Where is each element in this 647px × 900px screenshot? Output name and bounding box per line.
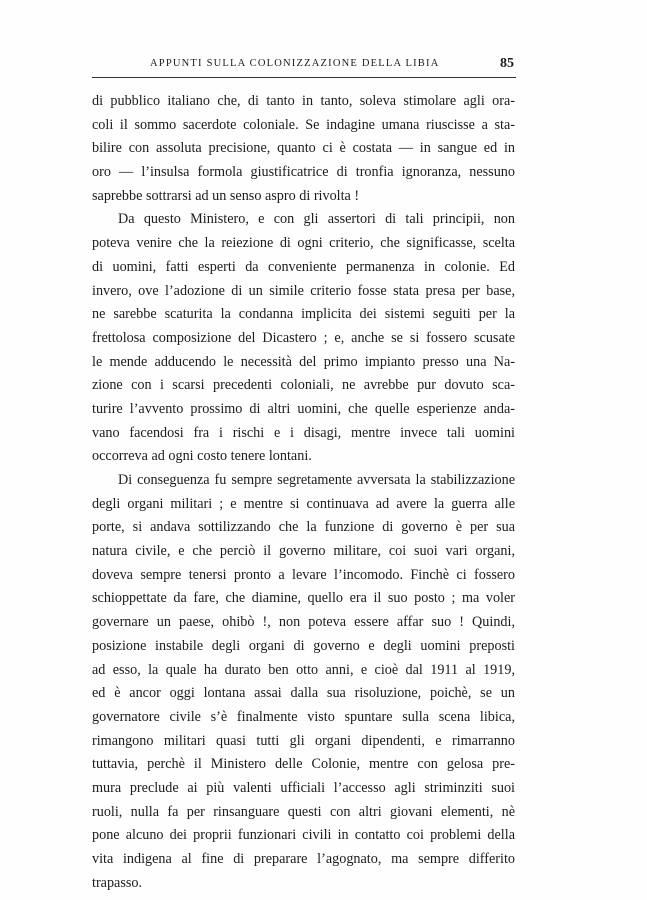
- text-line: oro — l’insulsa formola giustificatrice di tronfia ignoranza, nessuno: [92, 164, 515, 181]
- text-line: governatore civile s’è finalmente visto spuntare sulla scena libica,: [92, 708, 515, 725]
- paragraph: [92, 469, 515, 895]
- text-line: turire l’avvento prossimo di altri uomini, che quelle esperienze anda-: [92, 400, 515, 417]
- text-line: vano facendosi fra i rischi e i disagi, mentre invece tali uomini: [92, 424, 515, 441]
- paragraph: [92, 90, 515, 208]
- text-line: posizione instabile degli organi di governo e degli uomini preposti: [92, 637, 515, 654]
- text-line: ed è ancor oggi lontana assai dalla sua risoluzione, poichè, se un: [92, 685, 515, 702]
- text-line: governare un paese, ohibò !, non poteva essere affar suo ! Quindi,: [92, 614, 515, 631]
- text-line: coli il sommo sacerdote coloniale. Se indagine umana riuscisse a sta-: [92, 116, 515, 133]
- text-line: zione con i scarsi precedenti coloniali, ne avrebbe pur dovuto sca-: [92, 377, 515, 394]
- running-title: APPUNTI SULLA COLONIZZAZIONE DELLA LIBIA: [150, 58, 440, 69]
- text-line: natura civile, e che perciò il governo militare, coi suoi vari organi,: [92, 543, 515, 560]
- text-line: doveva sempre tenersi pronto a levare l’incomodo. Finchè ci fossero: [92, 566, 515, 583]
- text-line: poteva venire che la reiezione di ogni criterio, che significasse, scelta: [92, 235, 515, 252]
- text-line: invero, ove l’adozione di un simile criterio fosse stata presa per base,: [92, 282, 515, 299]
- text-line: di pubblico italiano che, di tanto in tanto, soleva stimolare agli ora-: [92, 93, 515, 109]
- text-line: Da questo Ministero, e con gli assertori di tali principii, non: [118, 211, 515, 228]
- text-line: degli organi militari ; e mentre si continuava ad avere la guerra alle: [92, 495, 515, 512]
- text-line: pone alcuno dei proprii funzionari civili in contatto coi problemi della: [92, 827, 515, 844]
- text-line: rimangono militari quasi tutti gli organi dipendenti, e rimarranno: [92, 732, 515, 749]
- text-line: tuttavia, perchè il Ministero delle Colonie, mentre con gelosa pre-: [92, 756, 515, 773]
- text-line: di uomini, fatti esperti da conveniente permanenza in colonie. Ed: [92, 258, 515, 275]
- text-line: vita indigena al fine di preparare l’agognato, ma sempre differito: [92, 851, 515, 867]
- body-text: [92, 90, 515, 895]
- text-line: ne sarebbe scaturita la condanna implicita dei sistemi seguiti per la: [92, 306, 515, 323]
- paragraph: [92, 208, 515, 469]
- text-line: porte, si andava sottilizzando che la funzione di governo è per sua: [92, 519, 515, 536]
- text-line: le mende adducendo le necessità del primo impianto presso una Na-: [92, 353, 515, 370]
- text-line: saprebbe sottrarsi ad un senso aspro di rivolta !: [92, 187, 360, 204]
- text-line: trapasso.: [92, 874, 143, 891]
- page-header: [92, 56, 514, 74]
- text-line: mura preclude ai più valenti ufficiali l’accesso agli striminziti suoi: [92, 779, 515, 796]
- text-line: ad esso, la quale ha durato ben otto anni, e cioè dal 1911 al 1919,: [92, 661, 515, 678]
- text-line: occorreva ad ogni costo tenere lontani.: [92, 448, 312, 465]
- text-line: bilire con assoluta precisione, quanto ci è costata — in sangue ed in: [92, 140, 515, 157]
- page-number: 85: [500, 56, 514, 71]
- header-rule: [92, 77, 516, 78]
- text-line: schioppettate da fare, che diamine, quello era il suo posto ; ma voler: [92, 590, 515, 607]
- text-line: ruoli, nulla fa per rinsanguare questi con altri giovani elementi, nè: [92, 803, 515, 820]
- text-line: frettolosa composizione del Dicastero ; e, anche se si fossero scusate: [92, 329, 515, 346]
- text-line: Di conseguenza fu sempre segretamente avversata la stabilizzazione: [118, 472, 515, 488]
